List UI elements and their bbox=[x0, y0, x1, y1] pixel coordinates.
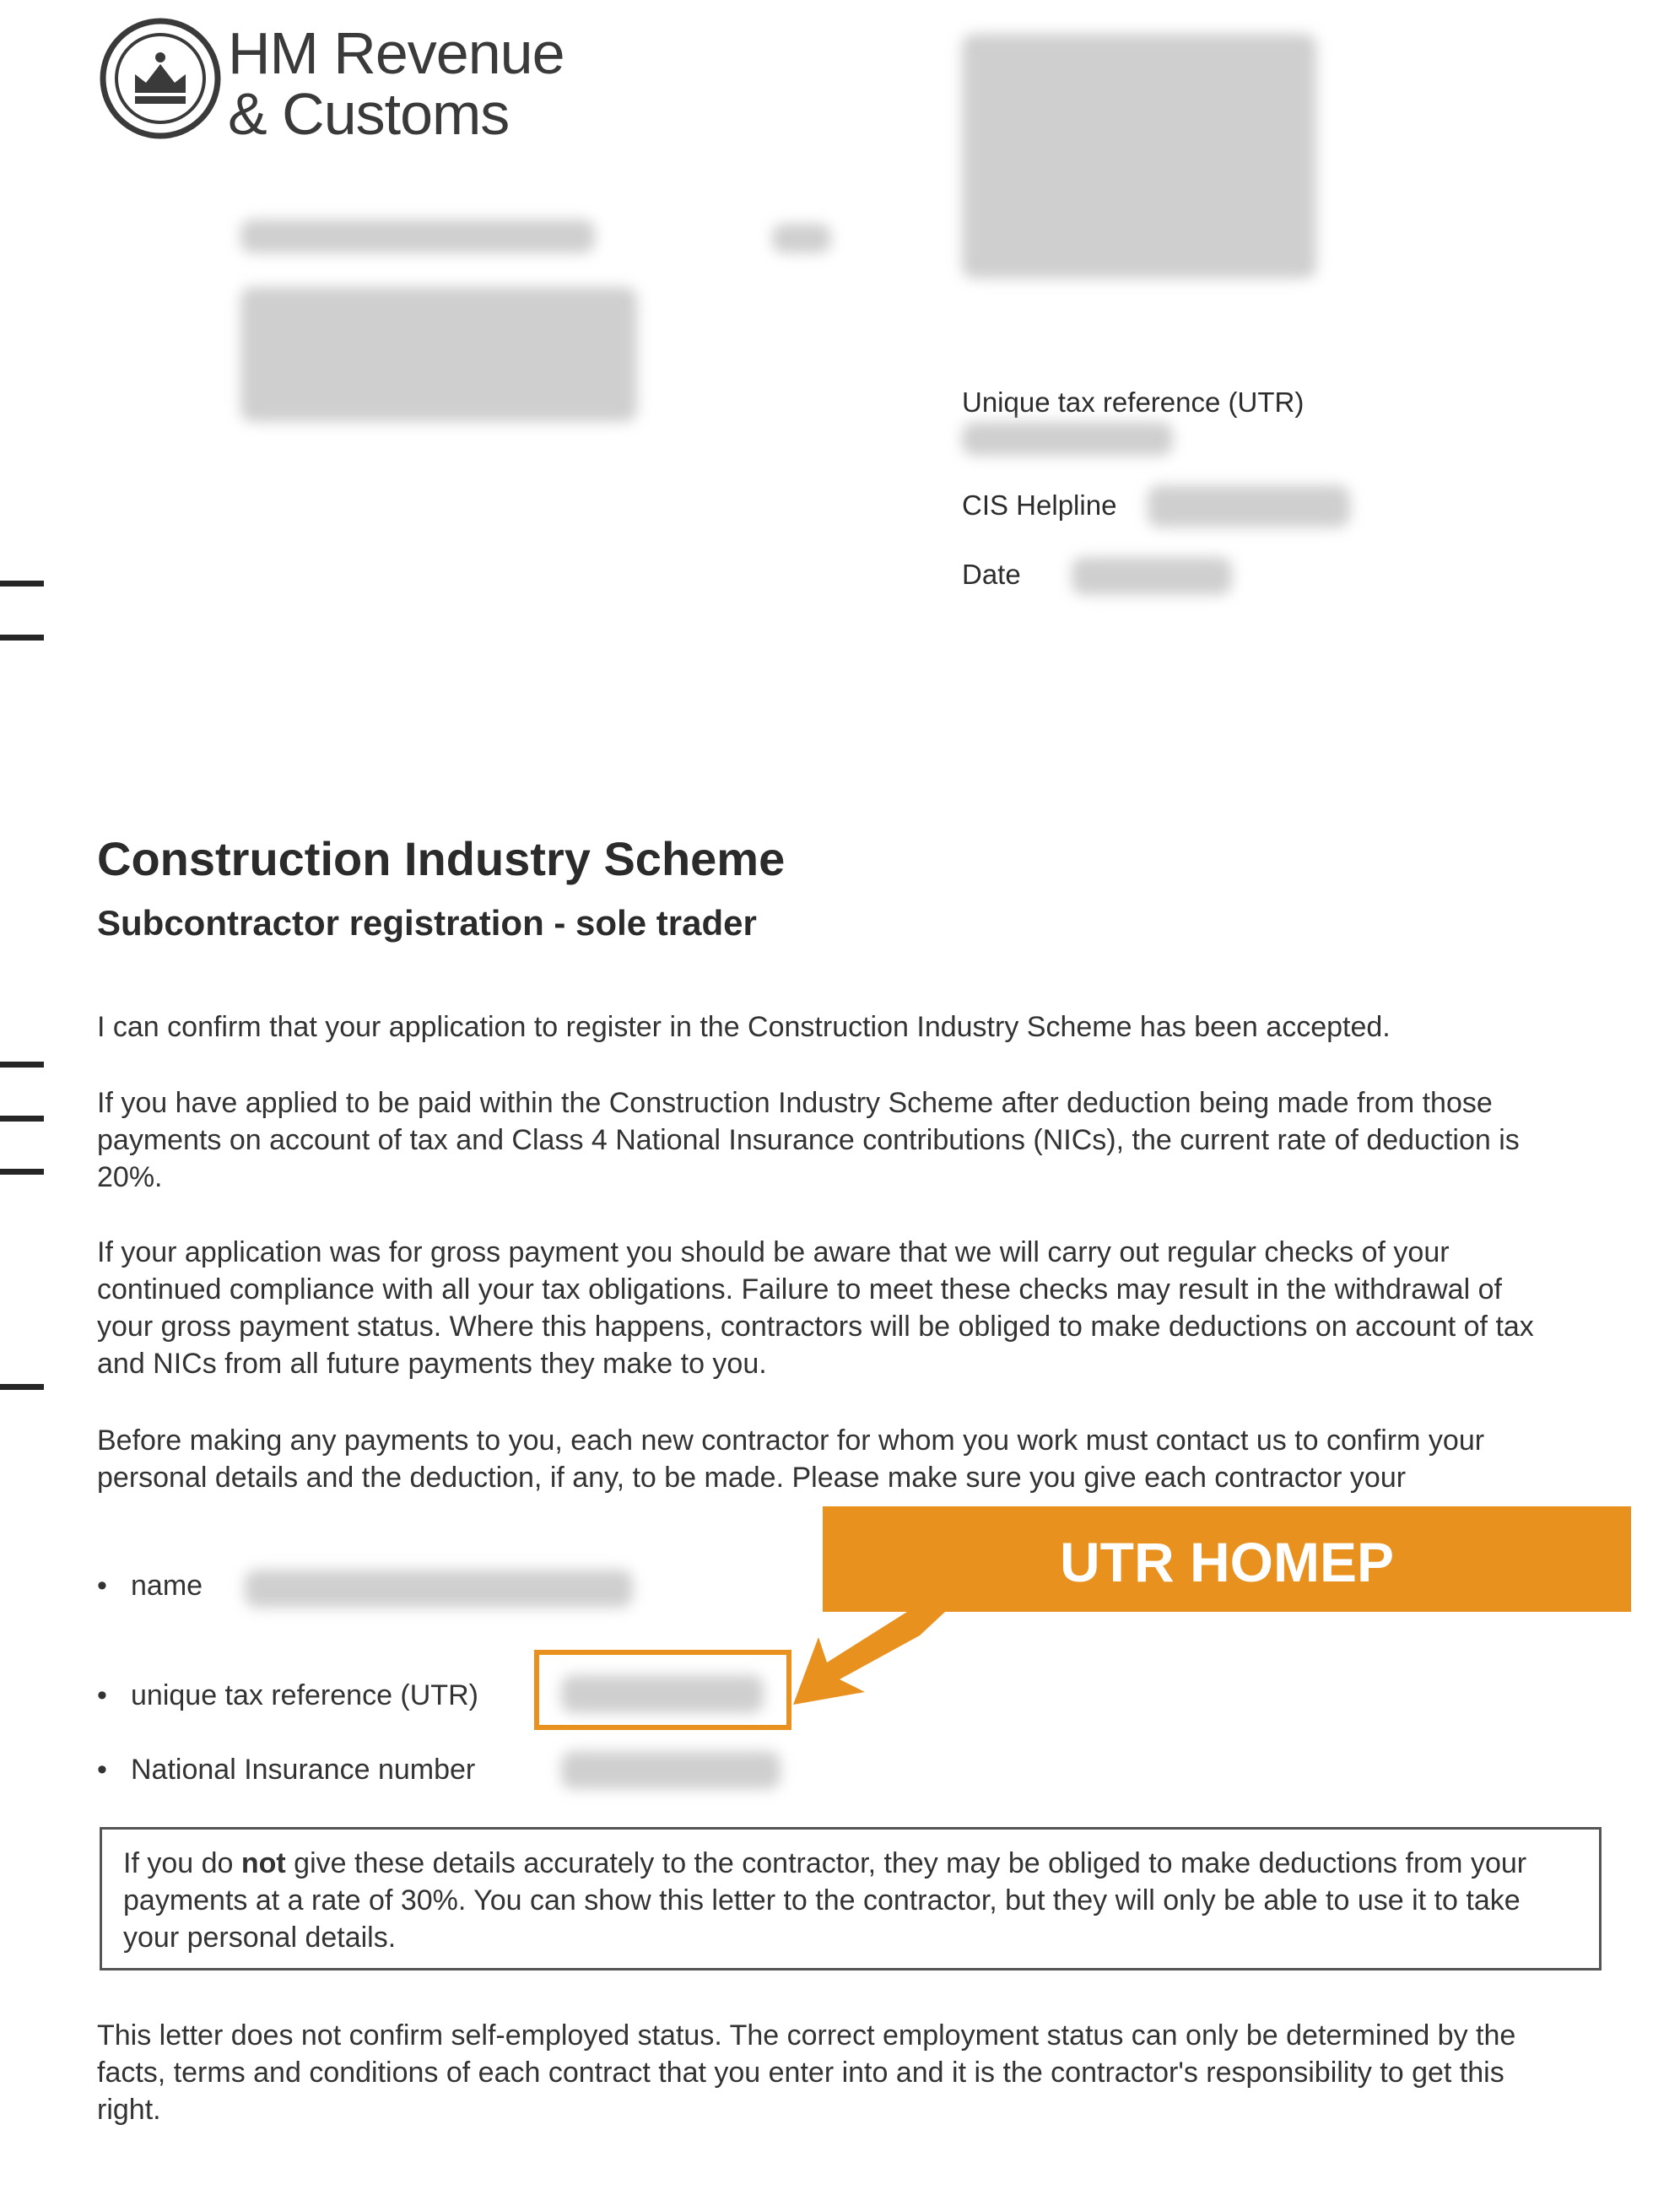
bullet-name: • name bbox=[97, 1570, 203, 1602]
margin-mark bbox=[0, 1116, 44, 1122]
annotation-arrow-icon bbox=[793, 1603, 945, 1722]
date-label: Date bbox=[962, 559, 1021, 590]
bullet-ni-number: • National Insurance number bbox=[97, 1754, 476, 1786]
margin-mark bbox=[0, 1169, 44, 1175]
redacted-ni-value bbox=[561, 1751, 781, 1789]
margin-mark bbox=[0, 581, 44, 587]
notice-text-emphasis: not bbox=[240, 1847, 286, 1879]
letter-subtitle: Subcontractor registration - sole trader bbox=[97, 903, 757, 943]
bullet-utr: • unique tax reference (UTR) bbox=[97, 1679, 478, 1711]
margin-mark bbox=[0, 635, 44, 641]
redacted-date-value bbox=[1072, 557, 1232, 595]
notice-text-pre: If you do bbox=[123, 1847, 241, 1879]
redacted-address-block bbox=[962, 34, 1316, 278]
notice-box bbox=[100, 1827, 1602, 1970]
redacted-helpline-value bbox=[1148, 485, 1350, 527]
redacted-utr-value bbox=[962, 422, 1173, 456]
bullet-name-label: name bbox=[131, 1570, 203, 1602]
paragraph-employment-status: This letter does not confirm self-employed status. The correct employment status can only be determined by the facts, terms and conditions of each contract that you enter into and it is the contractor's responsibility to get this right. bbox=[97, 2019, 1516, 2126]
utr-label: Unique tax reference (UTR) bbox=[962, 387, 1305, 418]
redacted-recipient-line bbox=[240, 219, 595, 253]
crown-crest-icon bbox=[97, 15, 224, 142]
hmrc-logo bbox=[97, 15, 570, 147]
utr-annotation-label: UTR HOMEP bbox=[1060, 1531, 1394, 1593]
redacted-name-value bbox=[245, 1570, 633, 1608]
letter-title: Construction Industry Scheme bbox=[97, 832, 786, 885]
paragraph-gross-payment: If your application was for gross payment you should be aware that we will carry out regular checks of your continued compliance with all your tax obligations. Failure to meet these checks may result in the withdrawal of your gross payment status. Where this happens, contractors will be obliged to make deductions on account of tax and NICs from all future payments they make to you. bbox=[97, 1236, 1534, 1380]
notice-text bbox=[123, 1845, 1583, 1956]
bullet-utr-label: unique tax reference (UTR) bbox=[131, 1679, 478, 1711]
bullet-ni-number-label: National Insurance number bbox=[131, 1754, 476, 1786]
redacted-recipient-code bbox=[772, 224, 831, 253]
redacted-recipient-address bbox=[240, 287, 637, 422]
paragraph-deduction-rate: If you have applied to be paid within the Construction Industry Scheme after deduction being made from those payments on account of tax and Class 4 National Insurance contributions (NICs), the current rate of deduction is 20%. bbox=[97, 1087, 1520, 1193]
logo-text-line1: HM Revenue bbox=[228, 20, 565, 86]
paragraph-confirmation: I can confirm that your application to register in the Construction Industry Scheme has been accepted. bbox=[97, 1011, 1391, 1043]
notice-text-post: give these details accurately to the contractor, they may be obliged to make deductions from your payments at a rate of 30%. You can show this letter to the contractor, but they will only be able to use it to take your personal details. bbox=[123, 1847, 1527, 1954]
utr-highlight-box bbox=[534, 1650, 791, 1730]
utr-annotation-banner bbox=[823, 1506, 1631, 1612]
cis-helpline-label: CIS Helpline bbox=[962, 489, 1117, 521]
logo-text-line2: & Customs bbox=[228, 81, 510, 147]
margin-mark bbox=[0, 1384, 44, 1390]
paragraph-contractor-details: Before making any payments to you, each new contractor for whom you work must contact us to confirm your personal details and the deduction, if any, to be made. Please make sure you give each contractor your bbox=[97, 1424, 1485, 1494]
margin-mark bbox=[0, 1062, 44, 1068]
